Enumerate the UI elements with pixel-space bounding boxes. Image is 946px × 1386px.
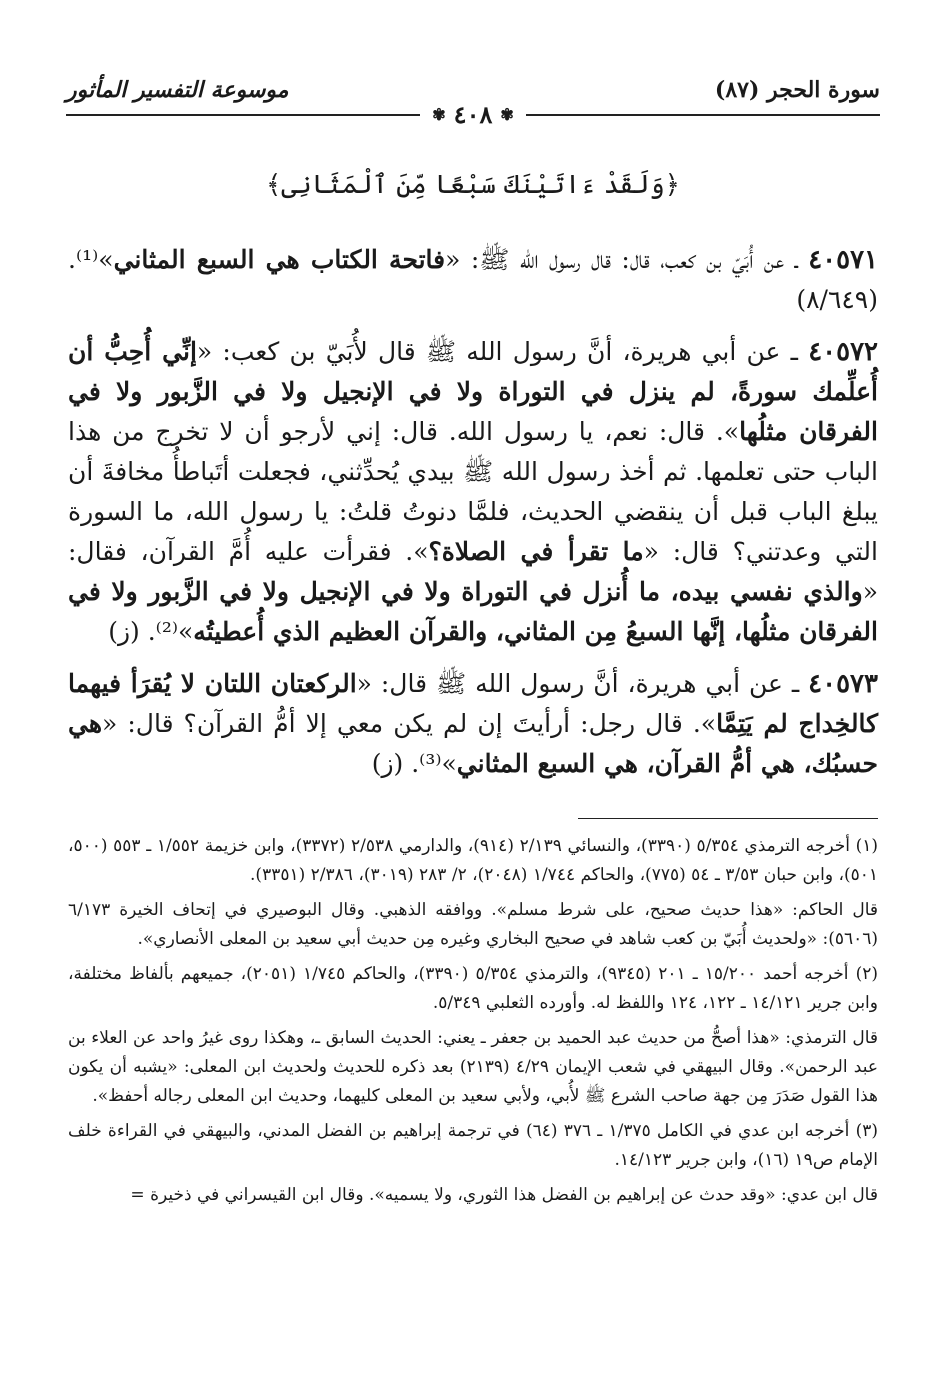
footnote: قال ابن عدي: «وقد حدث عن إبراهيم بن الفضل هذا الثوري، ولا يسميه». وقال ابن القيسراني في ذخيرة = <box>130 1185 878 1205</box>
entry-text: ». فقرأت عليه أُمَّ القرآن، فقال: « <box>68 537 878 606</box>
entry-number: ٤٠٥٧١ <box>808 245 879 275</box>
footnote: قال الترمذي: «هذا أصحُّ من حديث عبد الحميد بن جعفر ـ يعني: الحديث السابق ـ، وهكذا روى غيرُ واحد عن العلاء بن عبد الرحمن». وقال البيهقي في شعب الإيمان ٤/٢٩ (٢١٣٩) بعد ذكره للحديث ولحديث ابن المعلى: «يشبه أن يكون هذا القول صَدَرَ مِن جهة صاحب الشرع ﷺ لأُبي، ولأبي سعيد بن المعلى كليهما، وحديث ابن المعلى رجاله أحفظ». <box>68 1028 878 1106</box>
main-text <box>68 240 878 796</box>
entry-number: ٤٠٥٧٢ <box>808 337 879 367</box>
entry-intro: ـ عن أبي هريرة، أنَّ رسول الله ﷺ قال لأُبَيّ بن كعب: « <box>196 337 798 366</box>
footnote: قال الحاكم: «هذا حديث صحيح، على شرط مسلم». ووافقه الذهبي. وقال البوصيري في إتحاف الخيرة ٦/١٧٣ (٥٦٠٦): «ولحديث أُبَيّ بن كعب شاهد في صحيح البخاري وغيره مِن حديث أبي سعيد بن المعلى الأنصاري». <box>68 900 878 949</box>
ornament-icon: ✾ <box>432 105 446 124</box>
entry-intro: ـ عن أُبَيّ بن كعب، قال: قال رسول الله ﷺ: « <box>445 245 798 274</box>
hadith-entry <box>68 664 878 784</box>
footnotes <box>68 832 878 1216</box>
footnote: (٣) أخرجه ابن عدي في الكامل ١/٣٧٥ ـ ٣٧٦ (٦٤) في ترجمة إبراهيم بن الفضل المدني، والبيهقي في القراءة خلف الإمام ص١٩ (١٦)، وابن جرير ١٤/١٢٣. <box>68 1121 879 1170</box>
entry-number: ٤٠٥٧٣ <box>808 669 878 699</box>
entry-intro: ـ عن أبي هريرة، أنَّ رسول الله ﷺ قال: « <box>356 669 800 698</box>
book-title: موسوعة التفسير المأثور <box>66 77 289 103</box>
page-number-wrap <box>0 100 946 129</box>
verse-heading: ﴿وَلَقَدْ ءَاتَيْنَكَ سَبْعًا مِّنَ ٱلْمَثَانِى﴾ <box>266 170 680 200</box>
entry-tail: »⁽²⁾. (ز) <box>108 617 194 646</box>
entry-quote: إنِّي أُحِبُّ أن أُعلِّمك سورةً، لم ينزل في التوراة ولا في الإنجيل ولا في الزَّبور ولا في الفرقان مثلُها <box>68 337 878 446</box>
footnote: (٢) أخرجه أحمد ١٥/٢٠٠ ـ ٢٠١ (٩٣٤٥)، والترمذي ٥/٣٥٤ (٣٣٩٠)، والحاكم ١/٧٤٥ (٢٠٥١)، جميعهم بألفاظ مختلفة، وابن جرير ١٤/١٢١ ـ ١٢٢، ١٢٤ واللفظ له. وأورده الثعلبي ٥/٣٤٩. <box>68 964 879 1013</box>
entry-tail: »⁽¹⁾. (٨/٦٤٩) <box>68 245 878 314</box>
entry-tail: »⁽³⁾. (ز) <box>371 749 457 778</box>
surah-heading: سورة الحجر (٨٧) <box>714 77 880 103</box>
entry-quote: هي حسبُك، هي أمُّ القرآن، هي السبع المثاني <box>68 709 878 778</box>
entry-quote: فاتحة الكتاب هي السبع المثاني <box>113 245 446 274</box>
entry-quote: ما تقرأ في الصلاة؟ <box>428 537 644 566</box>
entry-quote: والذي نفسي بيده، ما أُنزل في التوراة ولا في الإنجيل ولا في الزَّبور ولا في الفرقان مثلُها، إنَّها السبعُ مِن المثاني، والقرآن العظيم الذي أُعطيتُه <box>68 577 878 646</box>
footnote: (١) أخرجه الترمذي ٥/٣٥٤ (٣٣٩٠)، والنسائي ٢/١٣٩ (٩١٤)، والدارمي ٢/٥٣٨ (٣٣٧٢)، وابن خزيمة ١/٥٥٢ ـ ٥٥٣ (٥٠٠، ٥٠١)، وابن حبان ٣/٥٣ ـ ٥٤ (٧٧٥)، والحاكم ١/٧٤٤ (٢٠٤٨)، ٢/ ٢٨٣ (٣٠١٩)، ٢/٣٨٦ (٣٣٥١). <box>68 836 879 885</box>
hadith-entry <box>68 240 878 320</box>
ornament-icon: ✾ <box>500 105 514 124</box>
entry-quote: الركعتان اللتان لا يُقرَأ فيهما كالخِداج لم يَتِمَّا <box>68 669 878 738</box>
entry-text: ». قال رجل: أرأيتَ إن لم يكن معي إلا أمُّ القرآن؟ قال: « <box>102 709 717 738</box>
page-number-text: ٤٠٨ <box>453 100 493 129</box>
page-number <box>420 100 525 129</box>
footnote-separator <box>578 818 878 819</box>
entry-text: ». قال: نعم، يا رسول الله. قال: إني لأرجو أن لا تخرج من هذا الباب حتى تعلمها. ثم أخذ رسول الله ﷺ بيدي يُحدِّثني، فجعلت أتَباطأُ مخافةَ أن يبلغ الباب قبل أن ينقضي الحديث، فلمَّا دنوتُ قلتُ: يا رسول الله، ما السورة التي وعدتني؟ قال: « <box>68 417 878 566</box>
hadith-entry <box>68 332 878 652</box>
